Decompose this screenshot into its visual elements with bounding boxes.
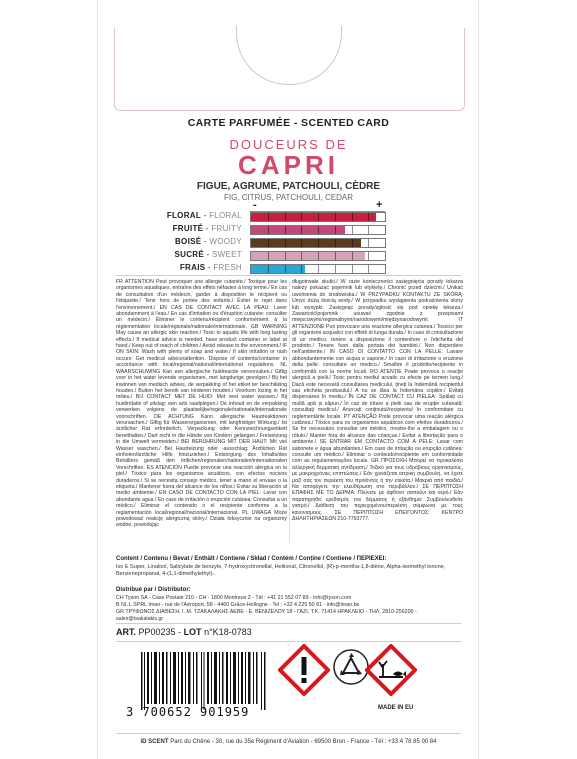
profile-row-fruity: FRUITÉ - FRUITY: [130, 224, 390, 235]
profile-bar-tick: [352, 213, 353, 221]
profile-label-fr: BOISÉ: [174, 237, 202, 246]
card-right-edge: [478, 0, 479, 759]
profile-bar-tick: [318, 213, 319, 221]
warnings-column-2: długotrwałe skutki./ W razie konieczności zasięgnięcia porady lekarza należy pokazać pojemnik lub etykietę./ Chronić przed dziećmi./ Unikać uwolnienia do środowiska./ W PRZYPADKU KONTAKTU ZE SKÓRĄ: Umyć dużą ilością wody./ W przypadku wystąpienia podrażnienia skóry lub wysypki: Zasięgnąć porady/zgłosić się pod opiekę lekarza./ Zawartość/pojemnik usuwać zgodnie z przepisami miejscowymi/regionalnymi/narodowymi/międzynarodowymi. IT ATTENZIONE Può provocare una reazione allergica cutanea./ Tossico per gli organismi acquatici con effetti di lunga durata./ In caso di consultazione di un medico, tenere a disposizione il contenitore o l'etichetta del prodotto./ Tenere fuori dalla portata dei bambini./ Non disperdere nell'ambiente./ IN CASO DI CONTATTO CON LA PELLE: Lavare abbondantemente con acqua e sapone./ In caso di irritazione o eruzione della pelle: consultare un medico./ Smaltire il prodotto/recipiente in conformità con la norme locali. RO ATENȚIE Poate provoca o reacție alergică a pielii./ Toxic pentru mediul acvatic cu efecte pe termen lung./ Dacă este necesară consultarea medicului, țineți la îndemână recipientul sau eticheta produsului./ A nu se lăsa la îndemâna copiilor./ Evitați dispersarea în mediu./ ÎN CAZ DE CONTACT CU PIELEA: Spălați cu multă apă și săpun./ În caz de iritare a pielii sau de erupție cutanată: consultați medicul./ Aruncați conținutul/recipientul în conformitate cu reglementările locale. PT ATENÇÃO Pode provocar uma reação alérgica cutânea./ Tóxico para os organismos aquáticos com efeitos duradouros./ Se for necessário consultar um médico, mostre-lhe a embalagem ou o rótulo./ Manter fora do alcance das crianças./ Evitar a libertação para o ambiente./ SE ENTRAR EM CONTACTO COM A PELE: Lavar com sabonete e água abundantes./ Em caso de irritação ou erupção cutânea: consulte um médico./ Eliminar o conteúdo/recipiente em conformidade com as regulamentações locais. GR ΠΡΟΣΟΧΗ Μπορεί να προκαλέσει αλλεργική δερματική αντίδραση./ Τοξικό για τους υδρόβιους οργανισμούς, με μακροχρόνιες επιπτώσεις./ Εάν χρειάζεται ιατρική συμβουλή, να έχετε μαζί σας τον περιέκτη του προϊόντος ή την ετικέτα./ Μακριά από παιδιά./ Να αποφύγετε την ελευθέρωση στο περιβάλλον./ ΣΕ ΠΕΡΙΠΤΩΣΗ ΕΠΑΦΗΣ ΜΕ ΤΟ ΔΕΡΜΑ: Πλύνετε με άφθονο σαπούνι και νερό./ Εάν παρατηρηθεί ερεθισμός του δέρματος ή εξάνθημα: Συμβουλευθείτε γιατρό./ Διάθεση του περιεχομένου/περιέκτη σύμφωνα με τους κανονισμούς. ΣΕ ΠΕΡΙΠΤΩΣΗ ΕΠΕΙΓΟΝΤΟΣ: ΚΕΝΤΡΟ ΔΗΛΗΤΗΡΙΑΣΕΩΝ 210-7793777.: [292, 279, 463, 523]
profile-bar-tick: [335, 239, 336, 247]
profile-bar-tick: [352, 239, 353, 247]
profile-bar-tick: [335, 265, 336, 273]
profile-bar: [250, 238, 386, 248]
profile-row-woody: BOISÉ - WOODY: [130, 237, 390, 248]
profile-label-en: FRUITY: [211, 224, 242, 233]
lot-value: n°K18-0783: [204, 627, 252, 637]
profile-label-fr: FRUITÉ: [172, 224, 204, 233]
distributor-line: GR ΤΡΥΦΩΝΟΣ ΔΙΑΘΕΣΗ, Ι. Μ. ΤΖΑΚΑΛΑΚΗΣ ΑΕΒΕ - Ε. ΒΕΝΙΖΕΛΟΥ 18 - ΓΑΖΙ, Τ.Κ. 71414 ΗΡΑΚΛΕΙΟ - ΤΗΛ. 2810-256200 - sales@tsakalakis.gr: [116, 609, 417, 622]
column-divider: [289, 281, 290, 543]
profile-bar-tick: [301, 226, 302, 234]
profile-bar-tick: [368, 239, 369, 247]
profile-row-fresh: FRAIS - FRESH: [130, 263, 390, 274]
profile-bar-tick: [318, 252, 319, 260]
art-label: ART.: [116, 627, 136, 637]
profile-bar-tick: [268, 252, 269, 260]
profile-bar-tick: [268, 265, 269, 273]
profile-bar: [250, 264, 386, 274]
profile-label-fr: SUCRÉ: [174, 250, 205, 259]
footer: [116, 739, 461, 745]
notes-fr: FIGUE, AGRUME, PATCHOULI, CÈDRE: [196, 181, 381, 192]
profile-bar-tick: [285, 252, 286, 260]
profile-bar-tick: [301, 239, 302, 247]
distributor-list: [116, 595, 461, 623]
profile-label-en: WOODY: [209, 237, 242, 246]
profile-bar-tick: [318, 226, 319, 234]
profile-bar-tick: [285, 213, 286, 221]
exclamation-hazard-icon: [278, 644, 330, 696]
made-in-label: MADE IN EU: [378, 705, 414, 711]
profile-bar: [250, 212, 386, 222]
profile-bar-tick: [335, 226, 336, 234]
footer-brand: iD SCENT: [140, 739, 169, 745]
profile-bar-tick: [285, 226, 286, 234]
distributor-line: B NL L SPRL Imao - rue de l'Aéroport, 58 - 4460 Grâce-Hollogne - Tel : +32 4 225 50 81 - info@imao.be: [116, 602, 360, 608]
profile-label-en: FLORAL: [209, 211, 242, 220]
environment-hazard-icon: [365, 644, 417, 696]
card-left-edge: [97, 0, 98, 759]
art-value: PP00235: [138, 627, 176, 637]
profile-bar-tick: [368, 213, 369, 221]
profile-fill: [251, 226, 345, 234]
profile-bar-tick: [318, 265, 319, 273]
divider: [116, 275, 461, 276]
profile-label-en: FRESH: [213, 263, 242, 272]
profile-label-fr: FLORAL: [166, 211, 202, 220]
distributor-title: Distribué par / Distributor:: [116, 587, 191, 593]
lot-label: LOT: [183, 627, 202, 637]
profile-row-floral: FLORAL - FLORAL: [130, 211, 390, 222]
profile-bar: [250, 225, 386, 235]
profile-bar-tick: [368, 252, 369, 260]
card-title: CARTE PARFUMÉE - SCENTED CARD: [187, 117, 390, 129]
contents-title: Content / Contenu / Bevat / Enthält / Contiene / Skład / Contém / Conține / Contiene / ΠΕΡΙΕΧΕΙ:: [116, 556, 387, 562]
profile-bar: [250, 251, 386, 261]
profile-bar-tick: [352, 252, 353, 260]
scale-plus: +: [376, 199, 383, 211]
notes-en: FIG, CITRUS, PATCHOULI, CEDAR: [223, 193, 354, 202]
barcode: [141, 652, 266, 710]
profile-label-fr: FRAIS: [179, 263, 206, 272]
profile-label-en: SWEET: [212, 250, 242, 259]
profile-bar-tick: [301, 213, 302, 221]
contents-text: Iso E Super, Linalool, Salicylate de benzyle, 7-hydroxycitronellal, Heliional, Citronellol, (R)-p-mentha-1,8-diène, Alpha-isomethyl ionone, Benzenepropanal, 4-(1,1-dimethylethyl)-.: [116, 564, 446, 577]
footer-address: Parc du Chêne - 30, rue du 35e Régiment d'Aviation - 69500 Bron - France - Tél : +33 4 78 85 00 84: [170, 739, 437, 745]
product-name: CAPRI: [238, 150, 339, 180]
profile-bar-tick: [301, 265, 302, 273]
profile-bar-tick: [268, 239, 269, 247]
profile-fill: [251, 265, 305, 273]
warnings-column-1: FR ATTENTION Peut provoquer une allergie cutanée./ Toxique pour les organismes aquatiques, entraîne des effets néfastes à long terme./ En cas de consultation d'un médecin, garder à disposition le récipient ou l'étiquette./ Tenir hors de portée des enfants./ Éviter le rejet dans l'environnement./ EN CAS DE CONTACT AVEC LA PEAU: Laver abondamment à l'eau./ En cas d'irritation ou d'éruption cutanée: consulter un médecin./ Éliminer le contenu/récipient conformément à la réglementation locale/régionale/nationale/internationale. GB WARNING May cause an allergic skin reaction./ Toxic to aquatic life with long lasting effects./ If medical advice is needed, have product container or label at hand./ Keep out of reach of children./ Avoid release to the environment./ IF ON SKIN: Wash with plenty of soap and water./ If skin irritation or rash occurs: Get medical advice/attention. Dispose of contents/container in accordance with local/regional/national/international regulations. NL WAARSCHUWING Kan een allergische huidreactie veroorzaken./ Giftig voor in het water levende organismen, met langdurige gevolgen./ Bij het inwinnen van medisch advies, de verpakking of het etiket ter beschikking houden./ Buiten het bereik van kinderen houden./ Voorkom lozing in het milieu./ BIJ CONTACT MET DE HUID: Met veel water wassen./ Bij huidirritatie of uitslag: een arts raadplegen./ De inhoud en de verpakking verwerken volgens de plaatselijke/regionale/nationale/internationale voorschriften. DE ACHTUNG Kann allergische Hautreaktionen verursachen./ Giftig für Wasserorganismen, mit langfristiger Wirkung./ Ist ärztlicher Rat erforderlich, Verpackung oder Kennzeichnungsetikett bereithalten./ Darf nicht in die Hände von Kindern gelangen./ Freisetzung in die Umwelt vermeiden./ BEI BERÜHRUNG MIT DER HAUT: Mit viel Wasser waschen./ Bei Hautreizung oder -ausschlag: Ärztlichen Rat einholen/ärztliche Hilfe hinzuziehen./ Entsorgung des Inhalts/des Behälters gemäß den örtlichen/regionalen/nationalen/internationalen Vorschriften. ES ATENCIÓN Puede provocar una reacción alérgica en la piel./ Tóxico para los organismos acuáticos, con efectos nocivos duraderos./ Si se necesita consejo médico, tener a mano el envase o la etiqueta./ Mantener fuera del alcance de los niños./ Evitar su liberación al medio ambiente./ EN CASO DE CONTACTO CON LA PIEL: Lavar con abundante agua./ En caso de irritación o erupción cutánea: Consultar a un médico./ Eliminar el contenido o el recipiente conforme a la reglamentación local/regional/nacional/internacional. PL UWAGA Może powodować reakcję alergiczną skóry./ Działa toksycznie na organizmy wodne, powodując: [116, 279, 287, 529]
distributor-line: CH Tyson SA - Case Postale 210 - CH - 1800 Montreux 2 - Tél : +41 21 552 07 89 - info@tyson.com: [116, 595, 352, 601]
profile-bar-tick: [285, 265, 286, 273]
article-info: ART. PP00235 - LOT n°K18-0783: [116, 627, 252, 637]
profile-bar-tick: [368, 265, 369, 273]
profile-bar-tick: [335, 213, 336, 221]
scale-minus: -: [253, 199, 257, 211]
profile-bar-tick: [285, 239, 286, 247]
divider: [116, 641, 461, 642]
divider: [116, 623, 461, 624]
profile-bar-tick: [352, 265, 353, 273]
product-line: DOUCEURS DE: [229, 137, 348, 152]
profile-bar-tick: [368, 226, 369, 234]
profile-row-sweet: SUCRÉ - SWEET: [130, 250, 390, 261]
profile-fill: [251, 213, 376, 221]
divider: [116, 733, 461, 734]
profile-bar-tick: [268, 213, 269, 221]
profile-bar-tick: [335, 252, 336, 260]
profile-bar-tick: [301, 252, 302, 260]
barcode-digits: 3 700652 901959: [126, 705, 250, 719]
profile-bar-tick: [318, 239, 319, 247]
profile-bar-tick: [268, 226, 269, 234]
profile-bar-tick: [352, 226, 353, 234]
